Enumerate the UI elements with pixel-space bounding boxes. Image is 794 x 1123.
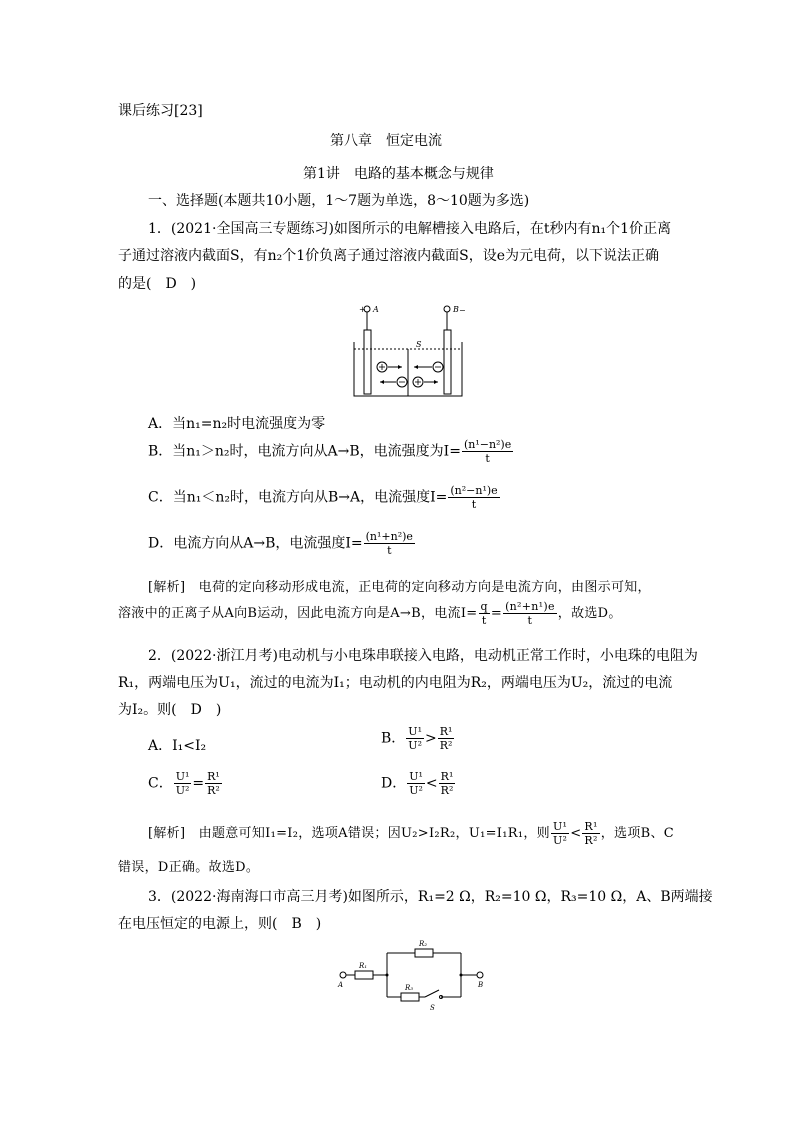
q3-stem-line2: 在电压恒定的电源上，则( B ) bbox=[118, 916, 322, 932]
q3-stem-line1: 3．(2022·海南海口市高三月考)如图所示，R₁=2 Ω，R₂=10 Ω，R₃=10 Ω，A、B两端接 bbox=[148, 889, 713, 905]
q2-explanation-line1: [解析] 由题意可知I₁=I₂，选项A错误；因U₂>I₂R₂，U₁=I₁R₁，则 $\frac{\text{U¹}}{\text{U²}}$ < $\frac{\text{R¹}}{\text{R²}}$ ，选项B、C bbox=[148, 820, 675, 847]
terminal-b bbox=[477, 972, 483, 978]
resistor-r3 bbox=[401, 993, 419, 1001]
electrode-a bbox=[364, 330, 371, 394]
q1-stem-line3: 的是( D ) bbox=[118, 276, 197, 292]
r1-label: R₁ bbox=[359, 962, 368, 970]
q1-stem-line1: 1．(2021·全国高三专题练习)如图所示的电解槽接入电路后，在t秒内有n₁个1价正离 bbox=[148, 221, 672, 237]
q2-stem-line3: 为I₂。则( D ) bbox=[118, 702, 222, 718]
b-label: B bbox=[453, 305, 459, 314]
lesson-title: 第1讲 电路的基本概念与规律 bbox=[303, 166, 494, 182]
s-label: S bbox=[416, 340, 422, 349]
a-label: A bbox=[373, 305, 379, 314]
q1-option-b: B．当n₁＞n₂时，电流方向从A→B，电流强度为I= $\frac{\text{(n¹−n²)e}}{t}$ bbox=[148, 438, 512, 465]
r2-label: R₂ bbox=[419, 940, 428, 948]
q1-option-a: A．当n₁=n₂时电流强度为零 bbox=[148, 416, 326, 432]
q1-stem-line2: 子通过溶液内截面S，有n₂个1价负离子通过溶液内截面S，设e为元电荷，以下说法正确 bbox=[118, 248, 660, 264]
switch-s bbox=[425, 990, 439, 997]
circuit-figure bbox=[335, 937, 495, 1017]
q2-option-b: B． $\frac{\text{U¹}}{\text{U²}}$ > $\frac{\text{R¹}}{\text{R²}}$ bbox=[381, 725, 453, 752]
r3-label: R₃ bbox=[405, 984, 414, 992]
q2-option-c: C． $\frac{\text{U¹}}{\text{U²}}$ = $\frac{\text{R¹}}{\text{R²}}$ bbox=[148, 770, 220, 797]
a-label: A bbox=[338, 981, 344, 989]
electrode-b bbox=[444, 330, 451, 394]
resistor-r2 bbox=[415, 949, 433, 957]
q2-option-a: A．I₁<I₂ bbox=[148, 738, 207, 754]
chapter-title: 第八章 恒定电流 bbox=[330, 133, 442, 149]
s-label: S bbox=[430, 1004, 435, 1012]
q2-option-d: D． $\frac{\text{U¹}}{\text{U²}}$ < $\frac{\text{R¹}}{\text{R²}}$ bbox=[381, 770, 454, 797]
electrolytic-cell-figure bbox=[350, 300, 470, 400]
section-heading: 一、选择题(本题共10小题，1～7题为单选，8～10题为多选) bbox=[148, 193, 530, 209]
terminal-a bbox=[340, 972, 346, 978]
page-header: 课后练习[23] bbox=[118, 103, 203, 119]
resistor-r1 bbox=[355, 971, 373, 979]
q2-explanation-line2: 错误，D正确。故选D。 bbox=[118, 860, 260, 875]
minus-label: − bbox=[459, 306, 466, 315]
q1-option-d: D．电流方向从A→B，电流强度I= $\frac{\text{(n¹+n²)e}}{t}$ bbox=[148, 530, 413, 557]
plus-label: + bbox=[359, 305, 366, 314]
q1-explanation-line1: [解析] 电荷的定向移动形成电流，正电荷的定向移动方向是电流方向，由图示可知， bbox=[148, 580, 651, 595]
q1-option-c: C．当n₁＜n₂时，电流方向从B→A，电流强度I= $\frac{\text{(n²−n¹)e}}{t}$ bbox=[148, 484, 498, 511]
q1-explanation-line2: 溶液中的正离子从A向B运动，因此电流方向是A→B，电流I= $\frac{q}{t}$ = $\frac{\text{(n²+n¹)e}}{t}$ ，故选D。 bbox=[118, 600, 622, 627]
terminal-b bbox=[444, 306, 450, 312]
q2-stem-line2: R₁，两端电压为U₁，流过的电流为I₁；电动机的内电阻为R₂，两端电压为U₂，流过的电流 bbox=[118, 675, 673, 691]
b-label: B bbox=[478, 981, 484, 989]
q2-stem-line1: 2．(2022·浙江月考)电动机与小电珠串联接入电路，电动机正常工作时，小电珠的电阻为 bbox=[148, 648, 698, 664]
